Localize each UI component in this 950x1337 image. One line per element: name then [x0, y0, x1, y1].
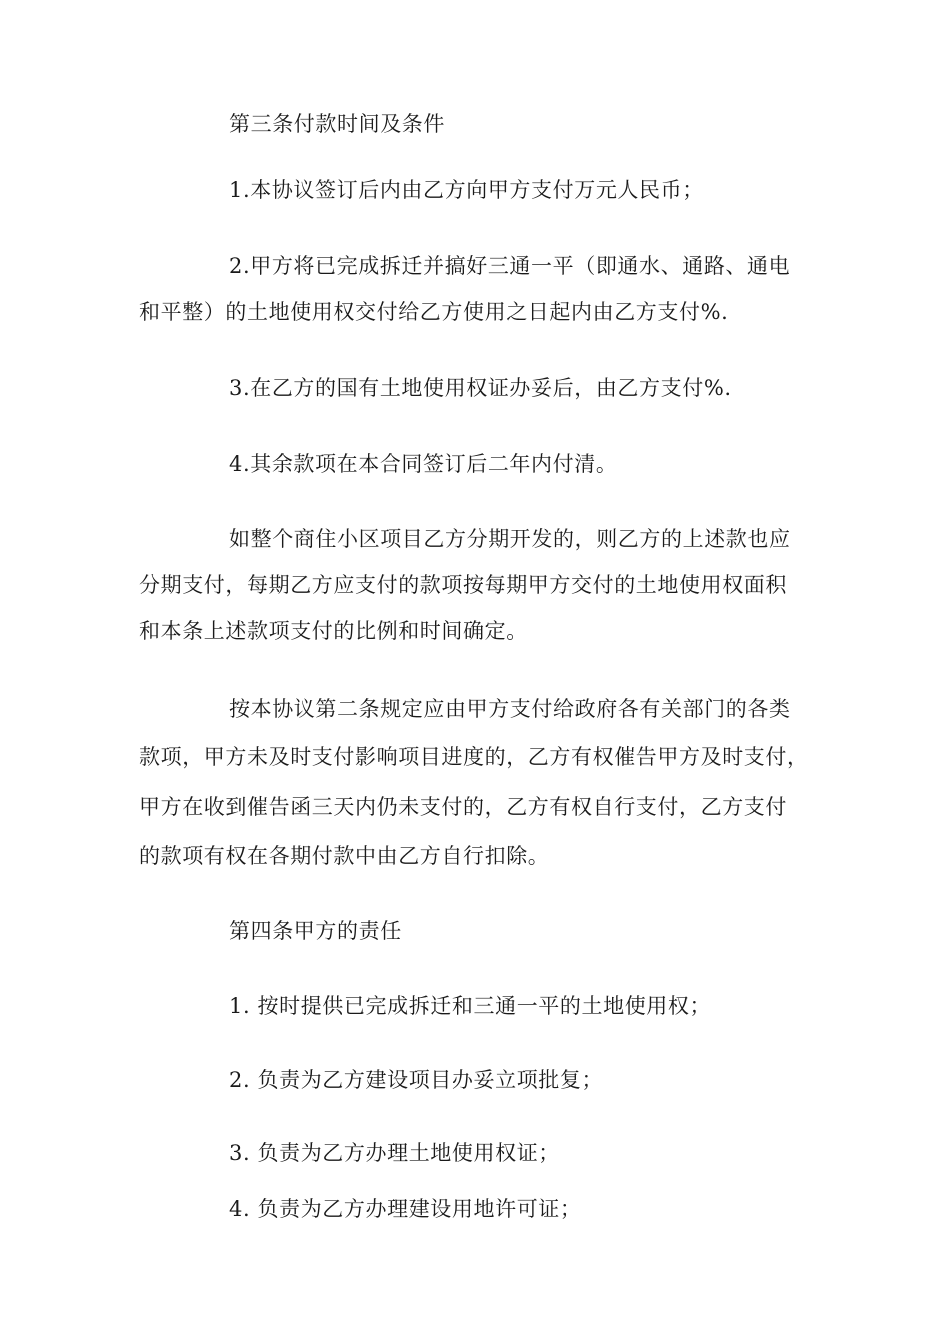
paragraph-government-fees-line-3: 甲方在收到催告函三天内仍未支付的，乙方有权自行支付，乙方支付	[139, 795, 787, 819]
article-4-item-2: 2. 负责为乙方建设项目办妥立项批复；	[229, 1068, 604, 1092]
article-4-item-4: 4. 负责为乙方办理建设用地许可证；	[229, 1197, 582, 1221]
paragraph-installment-line-1: 如整个商住小区项目乙方分期开发的，则乙方的上述款也应	[229, 527, 791, 551]
article-3-item-3: 3.在乙方的国有土地使用权证办妥后，由乙方支付%.	[229, 376, 732, 400]
paragraph-government-fees-line-4: 的款项有权在各期付款中由乙方自行扣除。	[139, 844, 550, 868]
paragraph-government-fees-line-1: 按本协议第二条规定应由甲方支付给政府各有关部门的各类	[229, 697, 791, 721]
paragraph-installment-line-2: 分期支付，每期乙方应支付的款项按每期甲方交付的土地使用权面积	[139, 573, 787, 597]
article-4-heading: 第四条甲方的责任	[229, 919, 402, 943]
article-3-item-1: 1.本协议签订后内由乙方向甲方支付万元人民币；	[229, 178, 704, 202]
article-3-heading: 第三条付款时间及条件	[229, 112, 445, 136]
paragraph-installment-line-3: 和本条上述款项支付的比例和时间确定。	[139, 619, 528, 643]
article-3-item-2-line-2: 和平整）的土地使用权交付给乙方使用之日起内由乙方支付%.	[139, 300, 729, 324]
article-3-item-2-line-1: 2.甲方将已完成拆迁并搞好三通一平（即通水、通路、通电	[229, 254, 791, 278]
article-4-item-1: 1. 按时提供已完成拆迁和三通一平的土地使用权；	[229, 994, 712, 1018]
article-4-item-3: 3. 负责为乙方办理土地使用权证；	[229, 1141, 560, 1165]
article-3-item-4: 4.其余款项在本合同签订后二年内付清。	[229, 452, 618, 476]
paragraph-government-fees-line-2: 款项，甲方未及时支付影响项目进度的，乙方有权催告甲方及时支付，	[139, 745, 809, 769]
